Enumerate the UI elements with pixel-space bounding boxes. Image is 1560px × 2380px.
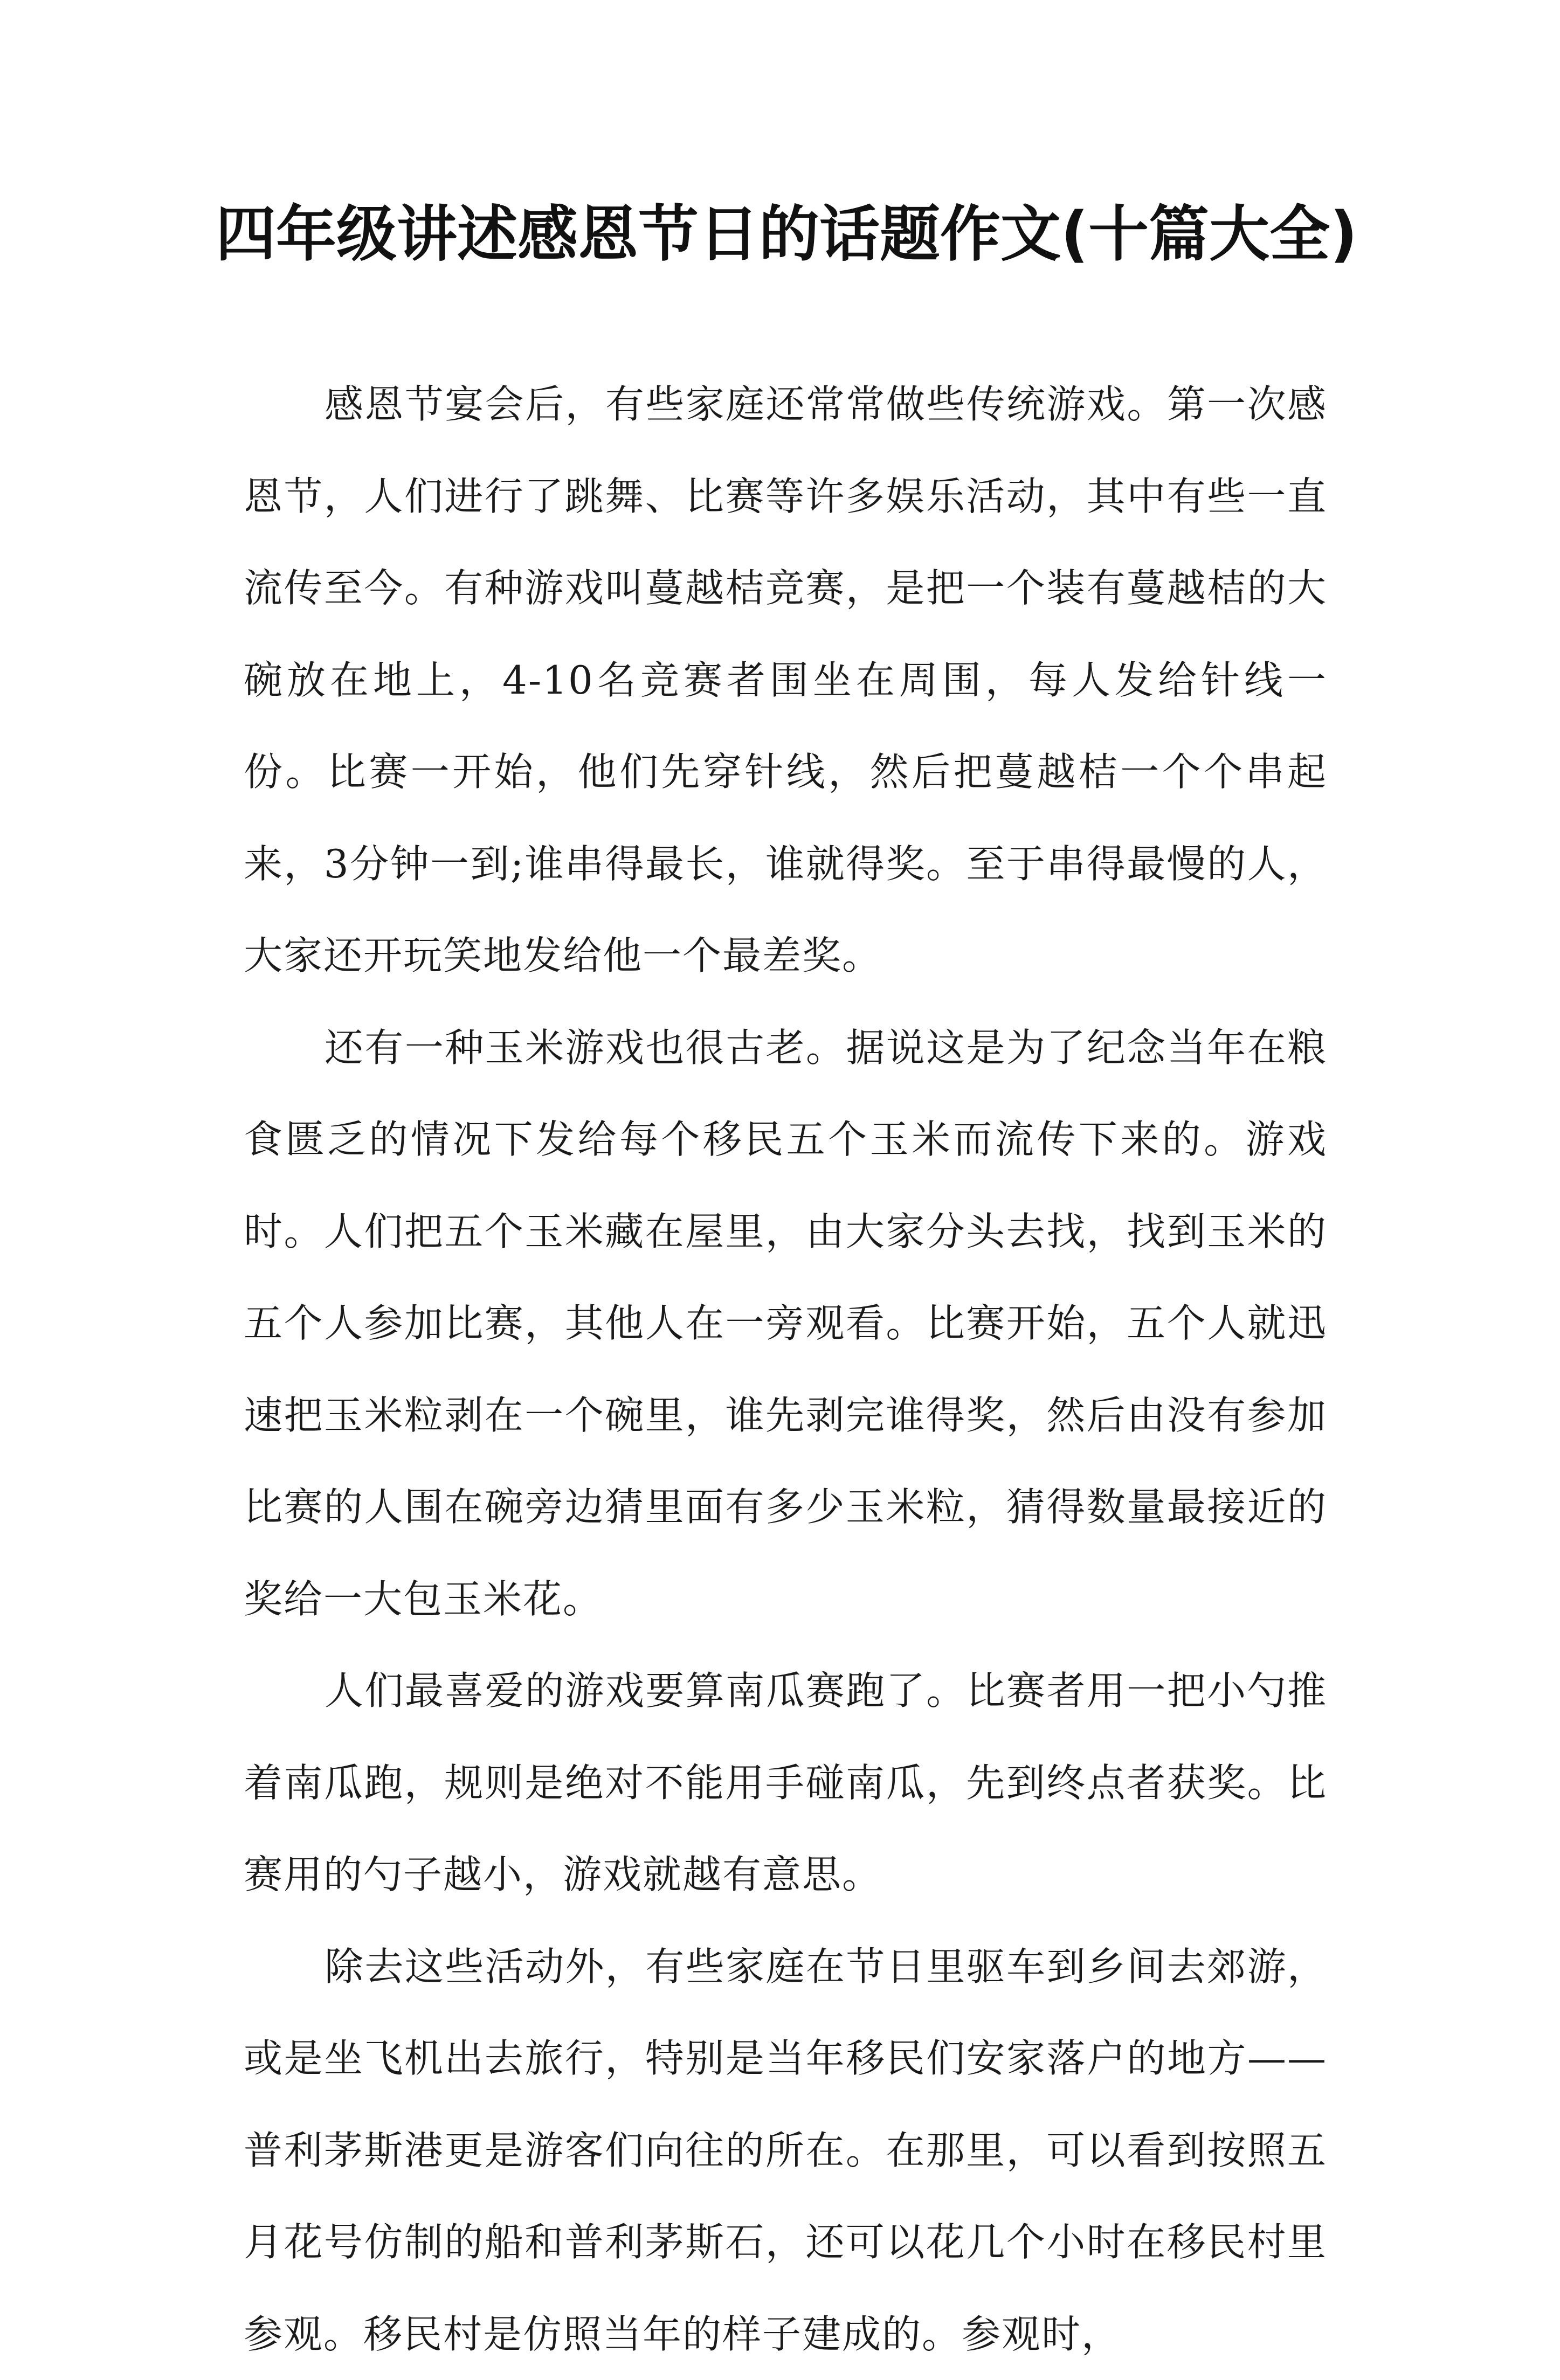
- paragraph-1: 感恩节宴会后，有些家庭还常常做些传统游戏。第一次感恩节，人们进行了跳舞、比赛等许多娱乐活动，其中有些一直流传至今。有种游戏叫蔓越桔竞赛，是把一个装有蔓越桔的大碗放在地上，4-10名竞赛者围坐在周围，每人发给针线一份。比赛一开始，他们先穿针线，然后把蔓越桔一个个串起来，3分钟一到;谁串得最长，谁就得奖。至于串得最慢的人，大家还开玩笑地发给他一个最差奖。: [244, 358, 1327, 1002]
- document-body: [244, 358, 1327, 2380]
- paragraph-2: 还有一种玉米游戏也很古老。据说这是为了纪念当年在粮食匮乏的情况下发给每个移民五个玉米而流传下来的。游戏时。人们把五个玉米藏在屋里，由大家分头去找，找到玉米的五个人参加比赛，其他人在一旁观看。比赛开始，五个人就迅速把玉米粒剥在一个碗里，谁先剥完谁得奖，然后由没有参加比赛的人围在碗旁边猜里面有多少玉米粒，猜得数量最接近的奖给一大包玉米花。: [244, 1002, 1327, 1645]
- document-title: 四年级讲述感恩节日的话题作文(十篇大全): [216, 194, 1348, 275]
- paragraph-3: 人们最喜爱的游戏要算南瓜赛跑了。比赛者用一把小勺推着南瓜跑，规则是绝对不能用手碰南瓜，先到终点者获奖。比赛用的勺子越小，游戏就越有意思。: [244, 1645, 1327, 1921]
- paragraph-4: 除去这些活动外，有些家庭在节日里驱车到乡间去郊游，或是坐飞机出去旅行，特别是当年移民们安家落户的地方——普利茅斯港更是游客们向往的所在。在那里，可以看到按照五月花号仿制的船和普利茅斯石，还可以花几个小时在移民村里参观。移民村是仿照当年的样子建成的。参观时，: [244, 1921, 1327, 2380]
